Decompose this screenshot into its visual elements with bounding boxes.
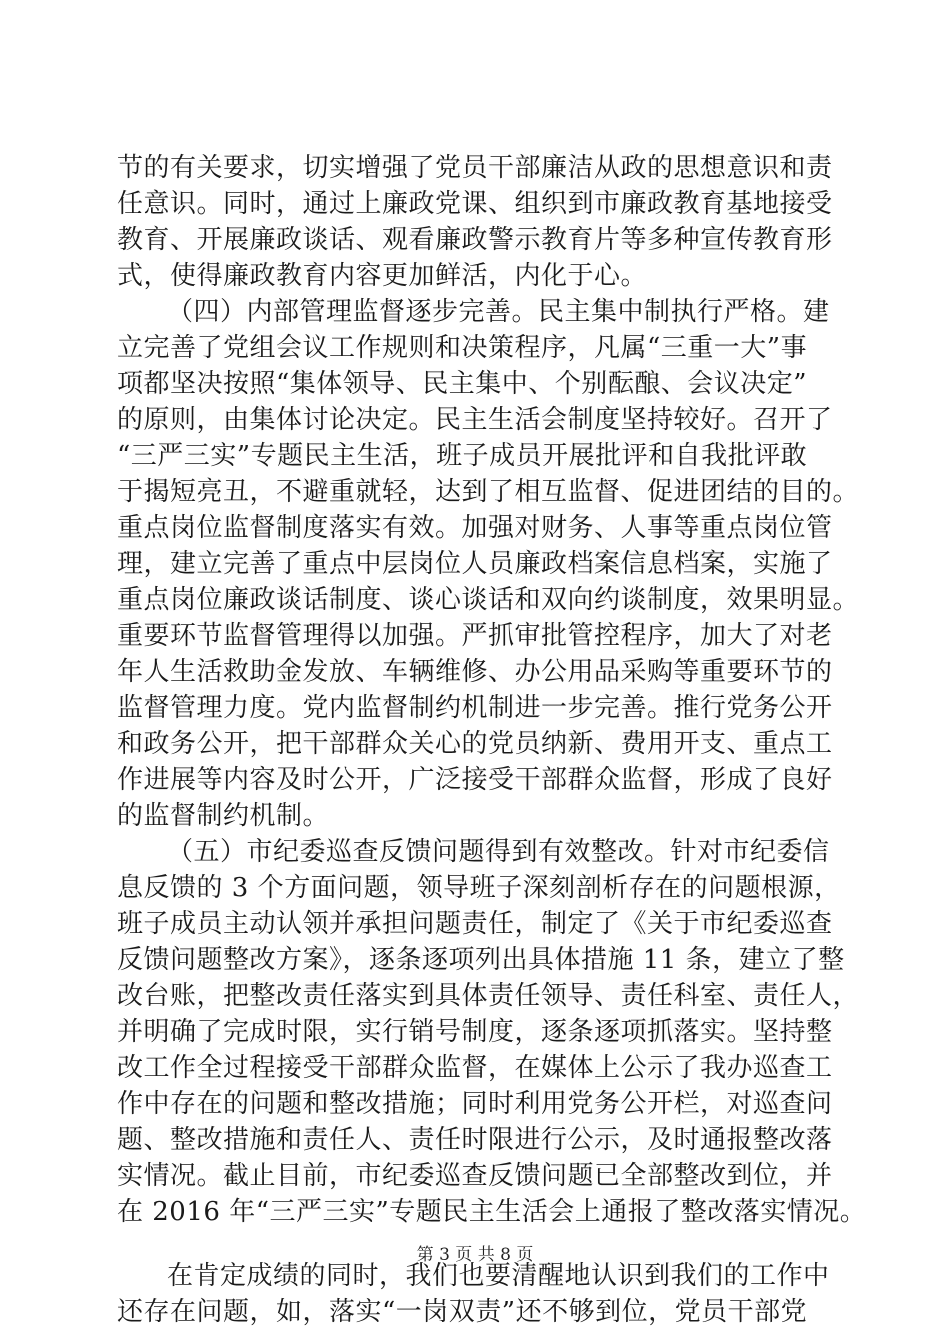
text-line: 节的有关要求，切实增强了党员干部廉洁从政的思想意识和责 — [117, 153, 833, 183]
text-line: 的监督制约机制。 — [117, 801, 330, 831]
text-line: 重要环节监督管理得以加强。严抓审批管控程序，加大了对老 — [117, 621, 833, 651]
text-line: 监督管理力度。党内监督制约机制进一步完善。推行党务公开 — [117, 693, 833, 723]
text-line: 在 2016 年“三严三实”专题民主生活会上通报了整改落实情况。 — [117, 1197, 867, 1227]
text-line: 还存在问题，如，落实“一岗双责”还不够到位，党员干部党 — [117, 1297, 808, 1327]
text-line: 息反馈的 3 个方面问题，领导班子深刻剖析存在的问题根源， — [117, 873, 841, 903]
text-line: 题、整改措施和责任人、责任时限进行公示，及时通报整改落 — [117, 1125, 833, 1155]
text-line: 作中存在的问题和整改措施；同时利用党务公开栏，对巡查问 — [117, 1089, 833, 1119]
text-line: 并明确了完成时限，实行销号制度，逐条逐项抓落实。坚持整 — [117, 1017, 833, 1047]
text-line: 立完善了党组会议工作规则和决策程序，凡属“三重一大”事 — [117, 333, 808, 363]
text-line: “三严三实”专题民主生活，班子成员开展批评和自我批评敢 — [117, 441, 808, 471]
text-line: 班子成员主动认领并承担问题责任，制定了《关于市纪委巡查 — [117, 909, 833, 939]
paragraph-heading-line: （五）市纪委巡查反馈问题得到有效整改。针对市纪委信 — [167, 837, 830, 867]
text-line: 重点岗位监督制度落实有效。加强对财务、人事等重点岗位管 — [117, 513, 833, 543]
paragraph-start-line: 在肯定成绩的同时，我们也要清醒地认识到我们的工作中 — [167, 1261, 830, 1291]
text-line: 式，使得廉政教育内容更加鲜活，内化于心。 — [117, 261, 648, 291]
document-body — [117, 150, 867, 1330]
text-line: 作进展等内容及时公开，广泛接受干部群众监督，形成了良好 — [117, 765, 833, 795]
text-line: 改工作全过程接受干部群众监督，在媒体上公示了我办巡查工 — [117, 1053, 833, 1083]
text-line: 教育、开展廉政谈话、观看廉政警示教育片等多种宣传教育形 — [117, 225, 833, 255]
text-line: 实情况。截止目前，市纪委巡查反馈问题已全部整改到位，并 — [117, 1161, 833, 1191]
page-number-footer: 第 3 页 共 8 页 — [416, 1245, 534, 1265]
paragraph-heading-line: （四）内部管理监督逐步完善。民主集中制执行严格。建 — [167, 297, 830, 327]
text-line: 重点岗位廉政谈话制度、谈心谈话和双向约谈制度，效果明显。 — [117, 585, 860, 615]
text-line: 于揭短亮丑，不避重就轻，达到了相互监督、促进团结的目的。 — [117, 477, 860, 507]
text-line: 年人生活救助金发放、车辆维修、办公用品采购等重要环节的 — [117, 657, 833, 687]
text-line: 项都坚决按照“集体领导、民主集中、个别酝酿、会议决定” — [117, 369, 808, 399]
text-line: 的原则，由集体讨论决定。民主生活会制度坚持较好。召开了 — [117, 405, 833, 435]
text-line: 改台账，把整改责任落实到具体责任领导、责任科室、责任人， — [117, 981, 860, 1011]
text-line: 理，建立完善了重点中层岗位人员廉政档案信息档案，实施了 — [117, 549, 833, 579]
text-line: 任意识。同时，通过上廉政党课、组织到市廉政教育基地接受 — [117, 189, 833, 219]
text-line: 和政务公开，把干部群众关心的党员纳新、费用开支、重点工 — [117, 729, 833, 759]
text-line: 反馈问题整改方案》，逐条逐项列出具体措施 11 条，建立了整 — [117, 945, 845, 975]
